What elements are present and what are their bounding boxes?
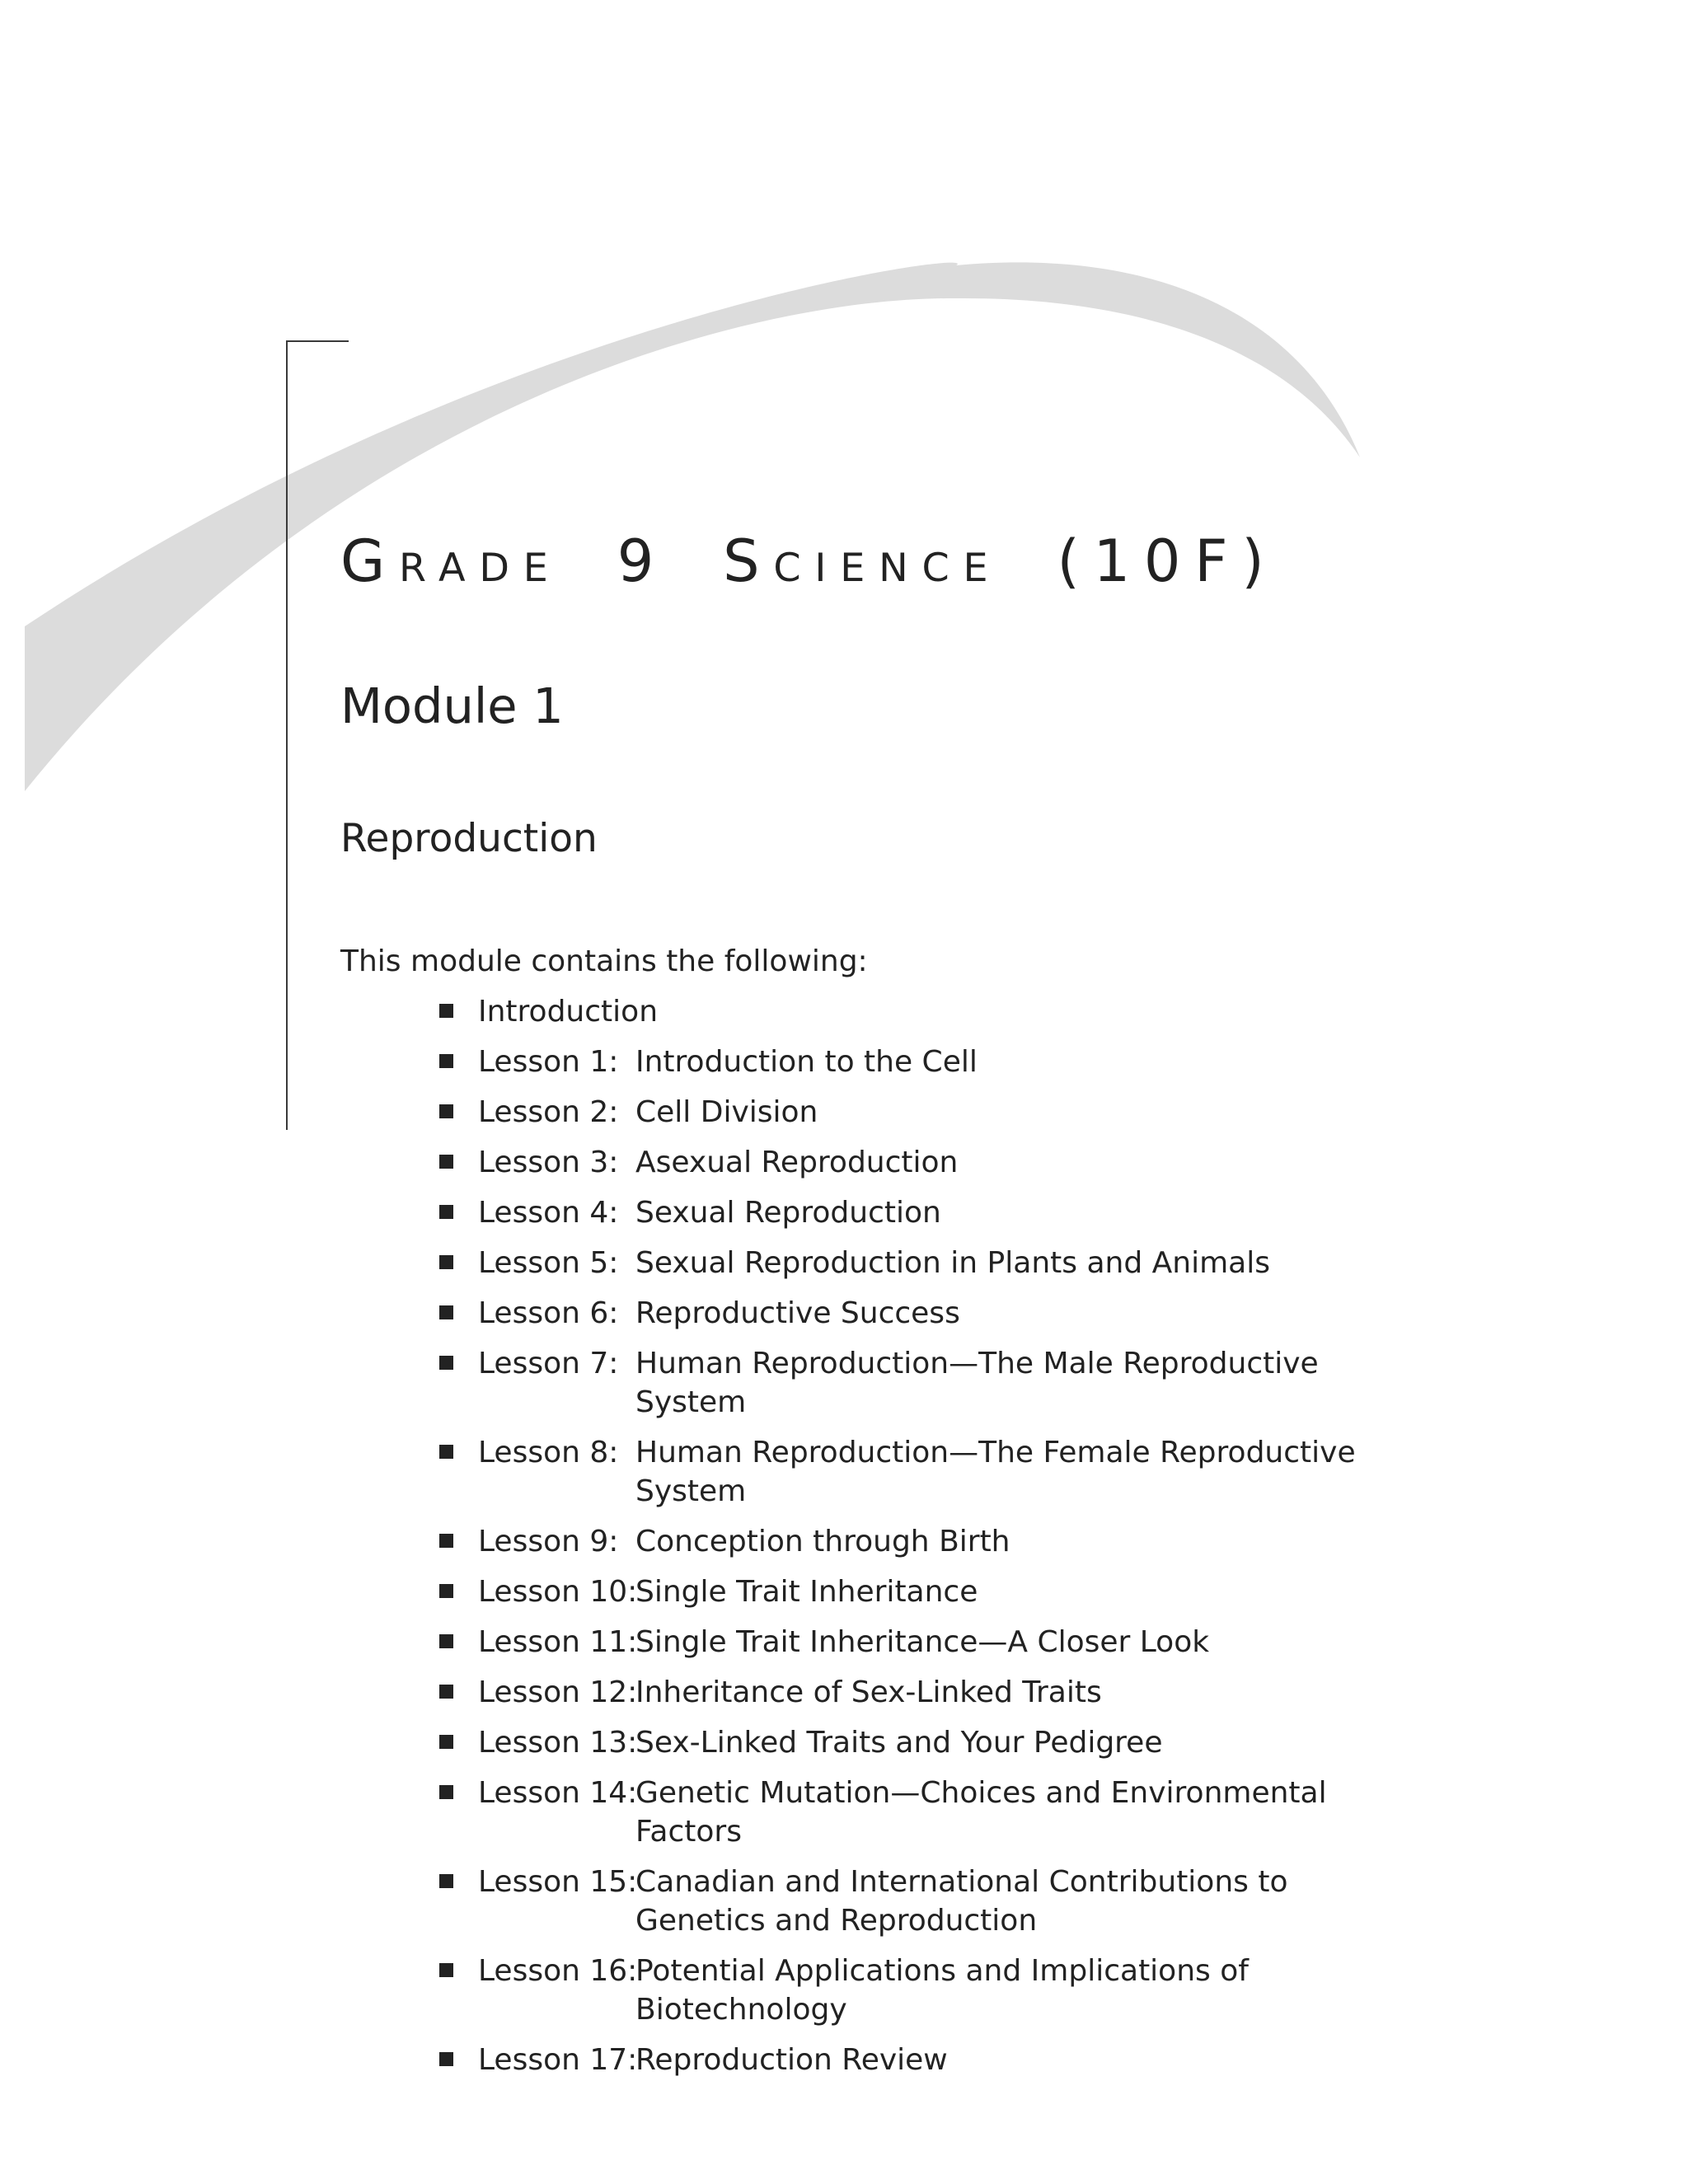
lesson-title: Canadian and International Contributions to Genetics and Reproduction — [635, 1865, 1288, 1938]
course-title-word: GRADE — [340, 527, 562, 595]
lesson-title: Cell Division — [635, 1095, 818, 1129]
square-bullet-icon — [439, 1874, 453, 1888]
module-subject: Reproduction — [340, 816, 598, 861]
lesson-label: Lesson 9: — [478, 1525, 619, 1558]
course-title-word: (10F) — [1057, 527, 1278, 595]
list-item — [439, 1093, 1428, 1132]
lesson-title — [635, 992, 1428, 1031]
square-bullet-icon — [439, 1584, 453, 1598]
square-bullet-icon — [439, 1155, 453, 1169]
lesson-label: Introduction — [478, 995, 659, 1029]
square-bullet-icon — [439, 1634, 453, 1648]
lesson-label: Lesson 4: — [478, 1196, 619, 1230]
lesson-title: Sexual Reproduction — [635, 1196, 941, 1230]
lesson-title: Single Trait Inheritance—A Closer Look — [635, 1625, 1210, 1659]
square-bullet-icon — [439, 1104, 453, 1118]
lesson-label: Lesson 1: — [478, 1045, 619, 1079]
lesson-title: Conception through Birth — [635, 1525, 1010, 1558]
list-item — [439, 1433, 1428, 1511]
square-bullet-icon — [439, 1735, 453, 1749]
lesson-label: Lesson 12: — [478, 1675, 638, 1709]
lesson-label: Lesson 2: — [478, 1095, 619, 1129]
lesson-title: Single Trait Inheritance — [635, 1575, 978, 1609]
list-item — [439, 1244, 1428, 1282]
square-bullet-icon — [439, 1534, 453, 1548]
list-item — [439, 1952, 1428, 2029]
square-bullet-icon — [439, 1963, 453, 1977]
course-title-word: 9 — [617, 527, 668, 595]
lesson-title: Reproductive Success — [635, 1296, 960, 1330]
list-item — [439, 1143, 1428, 1182]
lesson-label: Lesson 7: — [478, 1347, 619, 1380]
lesson-label: Lesson 6: — [478, 1296, 619, 1330]
square-bullet-icon — [439, 1305, 453, 1319]
frame-horizontal-rule — [286, 340, 349, 342]
lesson-title: Human Reproduction—The Female Reproductive System — [635, 1436, 1356, 1508]
module-contents-list — [439, 992, 1428, 2091]
lesson-title: Genetic Mutation—Choices and Environmental Factors — [635, 1776, 1327, 1849]
lesson-label: Lesson 10: — [478, 1575, 638, 1609]
list-item — [439, 1344, 1428, 1422]
list-item — [439, 1294, 1428, 1333]
list-item — [439, 1774, 1428, 1851]
frame-vertical-rule — [286, 340, 288, 1130]
lesson-title: Inheritance of Sex-Linked Traits — [635, 1675, 1102, 1709]
lesson-title: Reproduction Review — [635, 2043, 948, 2077]
square-bullet-icon — [439, 2052, 453, 2066]
course-title-word: SCIENCE — [723, 527, 1002, 595]
list-item — [439, 992, 1428, 1031]
lesson-label: Lesson 15: — [478, 1865, 638, 1899]
lesson-label: Lesson 17: — [478, 2043, 638, 2077]
list-item — [439, 1863, 1428, 1940]
list-item — [439, 2041, 1428, 2079]
square-bullet-icon — [439, 1685, 453, 1699]
list-item — [439, 1043, 1428, 1081]
list-item — [439, 1572, 1428, 1611]
square-bullet-icon — [439, 1356, 453, 1370]
lesson-title: Sexual Reproduction in Plants and Animals — [635, 1246, 1270, 1280]
lesson-label: Lesson 13: — [478, 1726, 638, 1760]
lesson-label: Lesson 16: — [478, 1954, 638, 1988]
module-contents-intro: This module contains the following: — [340, 944, 868, 978]
lesson-label: Lesson 11: — [478, 1625, 638, 1659]
list-item — [439, 1193, 1428, 1232]
lesson-title: Introduction to the Cell — [635, 1045, 978, 1079]
square-bullet-icon — [439, 1785, 453, 1799]
list-item — [439, 1623, 1428, 1661]
list-item — [439, 1522, 1428, 1561]
course-title — [340, 527, 1278, 595]
lesson-label: Lesson 5: — [478, 1246, 619, 1280]
lesson-label: Lesson 14: — [478, 1776, 638, 1810]
lesson-label: Lesson 3: — [478, 1146, 619, 1179]
square-bullet-icon — [439, 1205, 453, 1219]
lesson-title: Potential Applications and Implications of Biotechnology — [635, 1954, 1249, 2027]
square-bullet-icon — [439, 1054, 453, 1068]
square-bullet-icon — [439, 1004, 453, 1018]
list-item — [439, 1673, 1428, 1712]
module-number: Module 1 — [340, 677, 564, 734]
lesson-title: Human Reproduction—The Male Reproductive System — [635, 1347, 1319, 1419]
lesson-label: Lesson 8: — [478, 1436, 619, 1469]
square-bullet-icon — [439, 1255, 453, 1269]
square-bullet-icon — [439, 1445, 453, 1459]
list-item — [439, 1723, 1428, 1762]
lesson-title: Asexual Reproduction — [635, 1146, 959, 1179]
lesson-title: Sex-Linked Traits and Your Pedigree — [635, 1726, 1163, 1760]
